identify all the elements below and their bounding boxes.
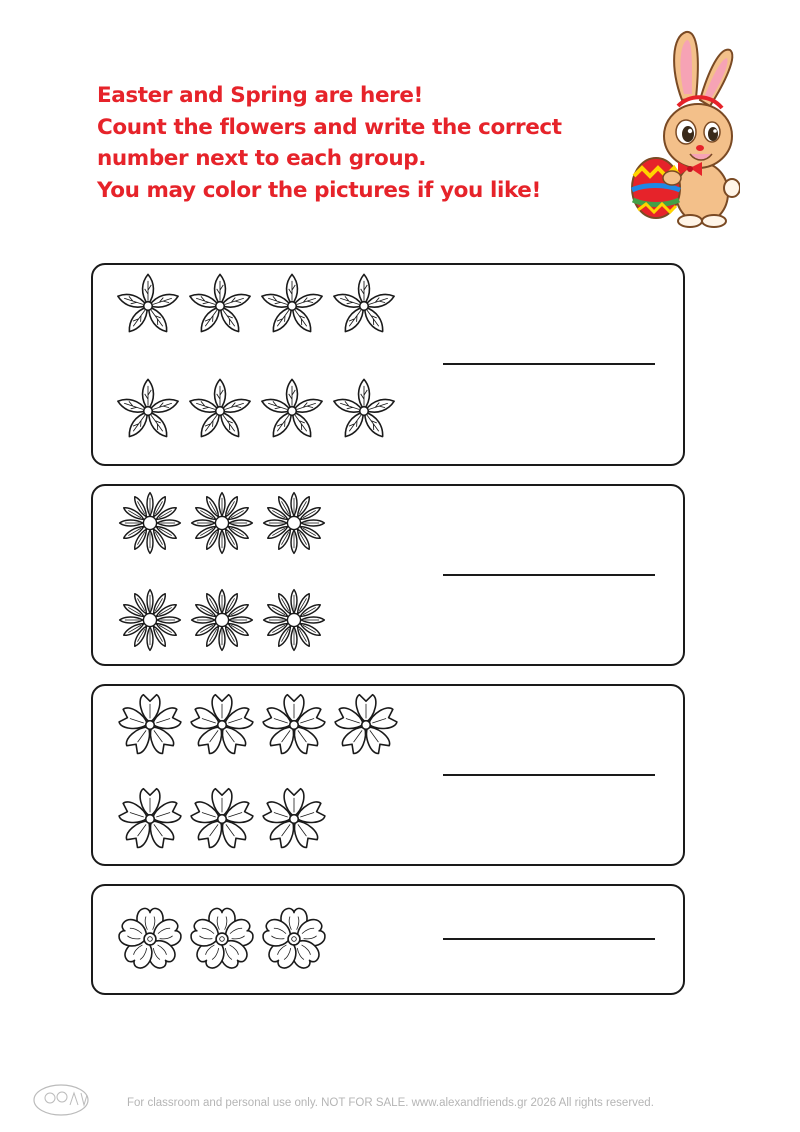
footer-copyright: For classroom and personal use only. NOT FOR SALE. www.alexandfriends.gr 2026 All rights reserved. [127,1097,654,1109]
five-petal-flower-icon [189,692,255,758]
instruction-line-3: number next to each group. [97,146,426,171]
instructions [97,80,597,206]
star-petal-flower-icon [187,273,253,339]
star-petal-flower-icon [259,273,325,339]
five-petal-flower-icon [261,786,327,852]
answer-line[interactable] [443,774,655,776]
round-petal-flower-icon [189,906,255,972]
star-petal-flower-icon [331,273,397,339]
daisy-flower-icon [117,587,183,653]
flower-group-2 [91,484,685,666]
five-petal-flower-icon [117,786,183,852]
star-petal-flower-icon [115,378,181,444]
flower-group-1 [91,263,685,466]
daisy-flower-icon [261,490,327,556]
answer-line[interactable] [443,363,655,365]
flower-group-4 [91,884,685,995]
answer-line[interactable] [443,938,655,940]
instruction-line-2: Count the flowers and write the correct [97,114,562,140]
round-petal-flower-icon [117,906,183,972]
instruction-line-4: You may color the pictures if you like! [97,177,541,203]
daisy-flower-icon [189,490,255,556]
star-petal-flower-icon [259,378,325,444]
answer-line[interactable] [443,574,655,576]
daisy-flower-icon [261,587,327,653]
easter-bunny-illustration [620,28,740,228]
daisy-flower-icon [117,490,183,556]
five-petal-flower-icon [333,692,399,758]
round-petal-flower-icon [261,906,327,972]
five-petal-flower-icon [117,692,183,758]
instruction-line-1: Easter and Spring are here! [97,83,423,108]
daisy-flower-icon [189,587,255,653]
star-petal-flower-icon [115,273,181,339]
flower-group-3 [91,684,685,866]
five-petal-flower-icon [261,692,327,758]
alex-and-friends-logo [32,1083,90,1117]
star-petal-flower-icon [187,378,253,444]
star-petal-flower-icon [331,378,397,444]
five-petal-flower-icon [189,786,255,852]
